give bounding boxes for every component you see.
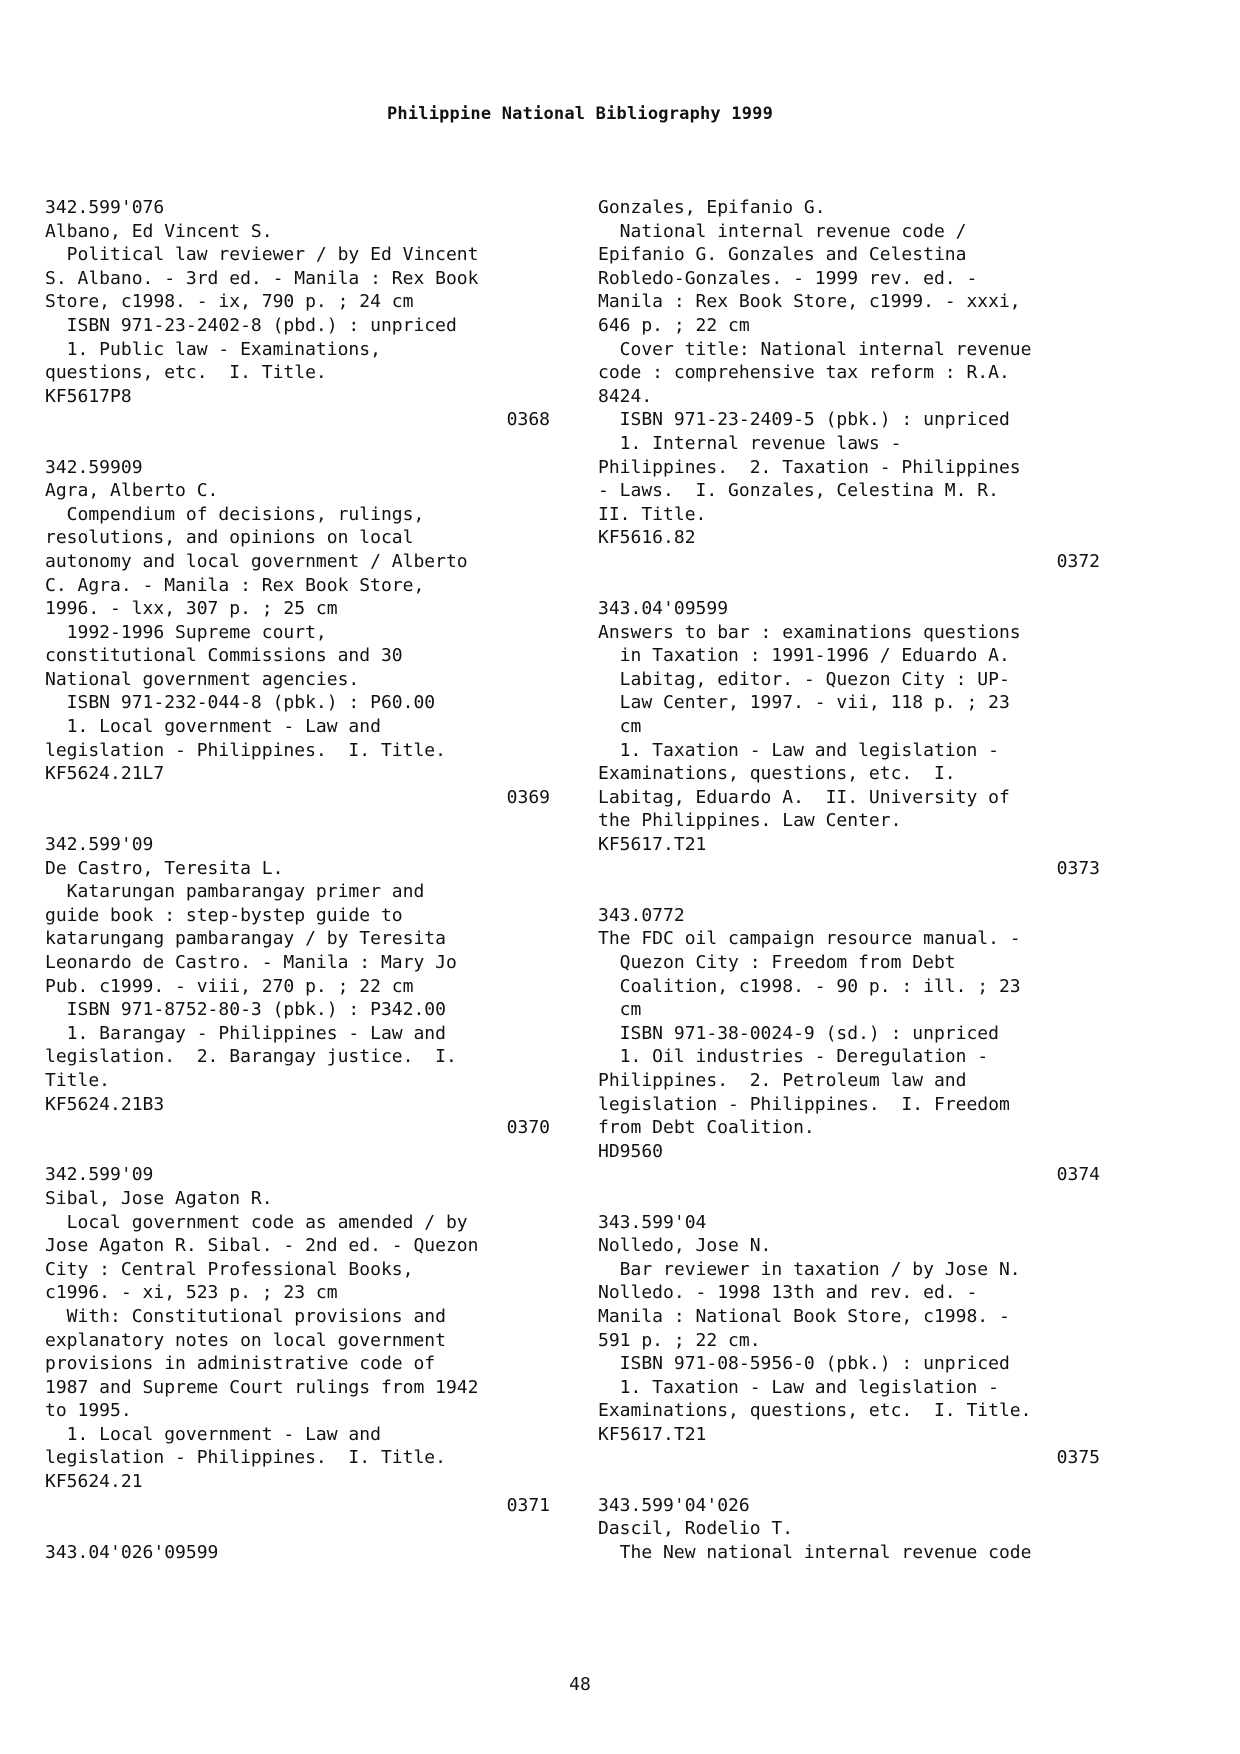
bibliography-line: 342.599'076 <box>45 197 165 218</box>
bibliography-line: Coalition, c1998. - 90 p. : ill. ; 23 <box>598 975 1021 997</box>
bibliography-line: Epifanio G. Gonzales and Celestina <box>598 244 967 266</box>
page-number: 48 <box>569 1674 591 1695</box>
bibliography-line: KF5617.T21 <box>598 1423 707 1445</box>
bibliography-line: resolutions, and opinions on local <box>45 527 414 549</box>
bibliography-line: Gonzales, Epifanio G. <box>598 197 826 218</box>
bibliography-line: ISBN 971-08-5956-0 (pbk.) : unpriced <box>598 1353 1010 1375</box>
bibliography-line <box>598 574 1108 598</box>
bibliography-line: S. Albano. - 3rd ed. - Manila : Rex Book <box>45 267 479 289</box>
bibliography-line: ISBN 971-232-044-8 (pbk.) : P60.00 <box>45 692 436 714</box>
bibliography-line: in Taxation : 1991-1996 / Eduardo A. <box>598 645 1010 667</box>
bibliography-line: Quezon City : Freedom from Debt <box>598 952 956 973</box>
bibliography-line <box>598 880 1108 904</box>
bibliography-line: 1. Local government - Law and <box>45 1423 381 1445</box>
bibliography-line: legislation. 2. Barangay justice. I. <box>45 1046 457 1068</box>
bibliography-line: 1. Oil industries - Deregulation - <box>598 1046 989 1068</box>
bibliography-line: Manila : Rex Book Store, c1999. - xxxi, <box>598 291 1021 313</box>
bibliography-line: c1996. - xi, 523 p. ; 23 cm <box>45 1282 338 1304</box>
bibliography-line: 342.599'09 <box>45 834 154 856</box>
bibliography-line: guide book : step-bystep guide to <box>45 904 403 926</box>
bibliography-line: Bar reviewer in taxation / by Jose N. <box>598 1258 1021 1280</box>
bibliography-line: Nolledo. - 1998 13th and rev. ed. - <box>598 1282 978 1304</box>
bibliography-line: 1. Internal revenue laws - <box>598 432 902 454</box>
bibliography-line: 8424. <box>598 385 653 407</box>
bibliography-line: 1. Local government - Law and <box>45 716 381 738</box>
bibliography-line: KF5616.82 <box>598 527 696 549</box>
bibliography-line: Cover title: National internal revenue <box>598 338 1032 360</box>
bibliography-line: - Laws. I. Gonzales, Celestina M. R. <box>598 480 999 502</box>
bibliography-line: Jose Agaton R. Sibal. - 2nd ed. - Quezon <box>45 1235 479 1257</box>
bibliography-line: 646 p. ; 22 cm <box>598 314 750 336</box>
bibliography-line: Political law reviewer / by Ed Vincent <box>45 244 479 266</box>
bibliography-line: Title. <box>45 1069 111 1091</box>
bibliography-line: cm <box>598 999 642 1021</box>
entry-number: 0372 <box>1056 550 1100 572</box>
left-column <box>45 196 555 1564</box>
bibliography-line: Examinations, questions, etc. I. <box>598 763 956 785</box>
bibliography-line: 1. Public law - Examinations, <box>45 338 381 360</box>
bibliography-line: Examinations, questions, etc. I. Title. <box>598 1400 1032 1422</box>
bibliography-line: 342.59909 <box>45 456 143 478</box>
entry-number: 0374 <box>1056 1164 1100 1186</box>
bibliography-line: HD9560 <box>598 1140 664 1162</box>
bibliography-line: explanatory notes on local government <box>45 1329 446 1351</box>
bibliography-line: KF5617.T21 <box>598 834 707 856</box>
bibliography-line: 1. Taxation - Law and legislation - <box>598 1376 999 1398</box>
bibliography-line: The FDC oil campaign resource manual. - <box>598 928 1021 950</box>
bibliography-line: 1. Barangay - Philippines - Law and <box>45 1022 446 1044</box>
bibliography-line: The New national internal revenue code <box>598 1541 1032 1563</box>
bibliography-line: National internal revenue code / <box>598 220 967 242</box>
bibliography-line: to 1995. <box>45 1400 132 1422</box>
bibliography-line: the Philippines. Law Center. <box>598 810 902 832</box>
bibliography-line: II. Title. <box>598 503 707 525</box>
bibliography-line: Local government code as amended / by <box>45 1211 468 1233</box>
bibliography-line: ISBN 971-23-2409-5 (pbk.) : unpriced <box>598 409 1010 431</box>
bibliography-line: KF5624.21B3 <box>45 1093 165 1115</box>
bibliography-line <box>45 1140 555 1164</box>
bibliography-line: Answers to bar : examinations questions <box>598 621 1021 643</box>
bibliography-line: Manila : National Book Store, c1998. - <box>598 1305 1010 1327</box>
bibliography-line: KF5624.21L7 <box>45 763 165 785</box>
entry-number: 0369 <box>506 786 550 808</box>
entry-number: 0371 <box>506 1494 550 1516</box>
bibliography-line <box>598 1470 1108 1494</box>
bibliography-line: Compendium of decisions, rulings, <box>45 503 425 525</box>
bibliography-line: Nolledo, Jose N. <box>598 1235 772 1257</box>
bibliography-line: ISBN 971-8752-80-3 (pbk.) : P342.00 <box>45 999 446 1021</box>
bibliography-line: De Castro, Teresita L. <box>45 857 284 879</box>
bibliography-line: katarungang pambarangay / by Teresita <box>45 928 446 950</box>
bibliography-line: Philippines. 2. Taxation - Philippines <box>598 456 1021 478</box>
entry-number: 0370 <box>506 1117 550 1139</box>
bibliography-line: 343.0772 <box>598 904 685 926</box>
bibliography-line: 343.599'04'026 <box>598 1494 750 1516</box>
bibliography-line: 591 p. ; 22 cm. <box>598 1329 761 1351</box>
entry-number: 0375 <box>1056 1447 1100 1469</box>
bibliography-line: C. Agra. - Manila : Rex Book Store, <box>45 574 425 596</box>
bibliography-line: legislation - Philippines. I. Title. <box>45 739 446 761</box>
bibliography-line <box>45 1517 555 1541</box>
bibliography-line: cm <box>598 716 642 738</box>
bibliography-line: Labitag, editor. - Quezon City : UP- <box>598 668 1010 690</box>
bibliography-line: Agra, Alberto C. <box>45 480 219 502</box>
entry-number: 0368 <box>506 409 550 431</box>
bibliography-line: Robledo-Gonzales. - 1999 rev. ed. - <box>598 267 978 289</box>
bibliography-line: 1992-1996 Supreme court, <box>45 621 327 643</box>
bibliography-line: ISBN 971-38-0024-9 (sd.) : unpriced <box>598 1022 999 1044</box>
bibliography-line: 343.599'04 <box>598 1211 707 1233</box>
bibliography-line: Dascil, Rodelio T. <box>598 1518 794 1540</box>
bibliography-line: City : Central Professional Books, <box>45 1258 414 1280</box>
bibliography-line: KF5624.21 <box>45 1471 143 1493</box>
right-column <box>598 196 1108 1564</box>
bibliography-line: Labitag, Eduardo A. II. University of <box>598 786 1010 808</box>
bibliography-line: autonomy and local government / Alberto <box>45 550 468 572</box>
bibliography-line: Philippines. 2. Petroleum law and <box>598 1069 967 1091</box>
bibliography-line: provisions in administrative code of <box>45 1353 436 1375</box>
bibliography-line <box>45 809 555 833</box>
bibliography-line <box>45 432 555 456</box>
page-title: Philippine National Bibliography 1999 <box>386 104 774 124</box>
bibliography-line: legislation - Philippines. I. Freedom <box>598 1093 1010 1115</box>
bibliography-line: 343.04'026'09599 <box>45 1541 219 1563</box>
bibliography-line: Sibal, Jose Agaton R. <box>45 1187 273 1209</box>
bibliography-line: KF5617P8 <box>45 385 132 407</box>
bibliography-line: legislation - Philippines. I. Title. <box>45 1447 446 1469</box>
bibliography-line: constitutional Commissions and 30 <box>45 645 403 667</box>
bibliography-line: 1996. - lxx, 307 p. ; 25 cm <box>45 598 338 620</box>
bibliography-line: Katarungan pambarangay primer and <box>45 881 425 903</box>
bibliography-line: ISBN 971-23-2402-8 (pbd.) : unpriced <box>45 314 457 336</box>
bibliography-line: With: Constitutional provisions and <box>45 1305 446 1327</box>
bibliography-line: Albano, Ed Vincent S. <box>45 220 273 242</box>
bibliography-line: 343.04'09599 <box>598 598 729 620</box>
bibliography-line: from Debt Coalition. <box>598 1117 815 1139</box>
bibliography-line: 1987 and Supreme Court rulings from 1942 <box>45 1376 479 1398</box>
bibliography-line: Law Center, 1997. - vii, 118 p. ; 23 <box>598 692 1010 714</box>
entry-number: 0373 <box>1056 857 1100 879</box>
bibliography-line: Leonardo de Castro. - Manila : Mary Jo <box>45 952 457 973</box>
bibliography-line: National government agencies. <box>45 668 360 690</box>
bibliography-line: Pub. c1999. - viii, 270 p. ; 22 cm <box>45 975 414 997</box>
bibliography-line <box>598 1187 1108 1211</box>
bibliography-line: code : comprehensive tax reform : R.A. <box>598 362 1010 384</box>
bibliography-line: 1. Taxation - Law and legislation - <box>598 739 999 761</box>
bibliography-line: Store, c1998. - ix, 790 p. ; 24 cm <box>45 291 414 313</box>
bibliography-line: 342.599'09 <box>45 1164 154 1186</box>
bibliography-line: questions, etc. I. Title. <box>45 362 327 384</box>
